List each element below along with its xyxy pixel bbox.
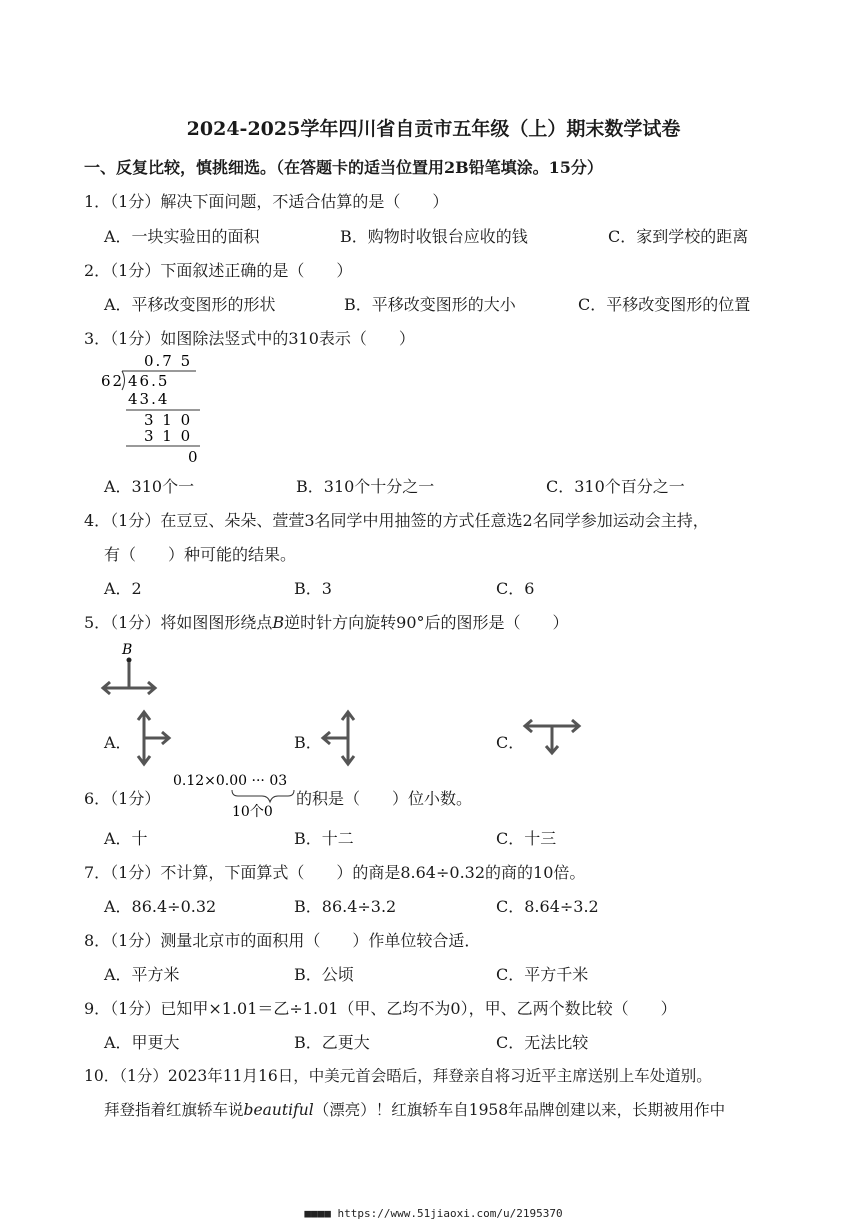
question-3-stem: 3．（1分）如图除法竖式中的310表示（ ） (84, 329, 415, 348)
option-b-arrow-figure-icon (318, 708, 360, 768)
question-9-stem: 9．（1分）已知甲×1.01＝乙÷1.01（甲、乙均不为0），甲、乙两个数比较（ ） (84, 999, 677, 1018)
question-10-line-1: 10．（1分）2023年11月16日，中美元首会晤后，拜登亲自将习近平主席送别上车处道别。 (84, 1067, 712, 1085)
question-7-option-b: B．86.4÷3.2 (294, 897, 397, 916)
division-quotient: 0.7 5 (144, 352, 193, 370)
question-4-stem-line-2: 有（ ）种可能的结果。 (104, 545, 297, 564)
division-remainder-1: 3 1 0 (144, 411, 193, 429)
question-1-stem: 1．（1分）解决下面问题，不适合估算的是（ ） (84, 192, 449, 211)
q6-brace-label: 10个0 (232, 804, 273, 820)
question-6-option-b: B．十二 (294, 829, 354, 848)
question-6-option-a: A．十 (104, 829, 148, 848)
footer-url: ■■■■ https://www.51jiaoxi.com/u/2195370 (304, 1207, 563, 1220)
question-6-number: 6．（1分） (84, 789, 161, 808)
q6-brace-icon (232, 790, 294, 802)
long-division-figure (96, 350, 208, 468)
rotation-figure-icon (98, 640, 162, 700)
section-heading: 一、反复比较，慎挑细选。（在答题卡的适当位置用2B铅笔填涂。15分） (84, 158, 603, 177)
question-3-option-c: C．310个百分之一 (546, 477, 685, 496)
question-8-stem: 8．（1分）测量北京市的面积用（ ）作单位较合适． (84, 931, 481, 950)
question-2-option-c: C．平移改变图形的位置 (578, 295, 751, 314)
division-divisor: 62 (101, 372, 125, 390)
division-dividend: 46.5 (128, 372, 170, 390)
question-8-option-b: B．公顷 (294, 965, 354, 984)
question-6-stem-tail: 的积是（ ）位小数。 (296, 789, 473, 808)
question-2-option-a: A．平移改变图形的形状 (104, 295, 276, 314)
question-4-option-c: C．6 (496, 579, 535, 598)
question-1-option-b: B．购物时收银台应收的钱 (340, 227, 528, 246)
q6-expression: 0.12×0.00 ··· 03 (173, 773, 288, 789)
question-5-option-a: A． (104, 733, 132, 752)
q6-expression-figure (170, 770, 300, 820)
division-remainder-2: 0 (188, 448, 198, 466)
question-8-option-a: A．平方米 (104, 965, 180, 984)
page-title: 2024-2025学年四川省自贡市五年级（上）期末数学试卷 (186, 118, 681, 140)
question-3-option-b: B．310个十分之一 (296, 477, 435, 496)
question-3-option-a: A．310个一 (104, 477, 195, 496)
word-beautiful: beautiful (243, 1101, 314, 1119)
option-c-arrow-figure-icon (522, 712, 582, 758)
question-5-stem: 5．（1分）将如图图形绕点B逆时针方向旋转90°后的图形是（ ） (84, 613, 569, 632)
question-2-option-b: B．平移改变图形的大小 (344, 295, 516, 314)
question-9-option-b: B．乙更大 (294, 1033, 370, 1052)
question-2-stem: 2．（1分）下面叙述正确的是（ ） (84, 261, 353, 280)
question-1-option-c: C．家到学校的距离 (608, 227, 749, 246)
point-b-label: B (272, 613, 285, 632)
question-7-stem: 7．（1分）不计算，下面算式（ ）的商是8.64÷0.32的商的10倍。 (84, 863, 586, 882)
question-9-option-a: A．甲更大 (104, 1033, 180, 1052)
question-6-option-c: C．十三 (496, 829, 557, 848)
question-7-option-c: C．8.64÷3.2 (496, 897, 599, 916)
point-b-marker: B (122, 642, 133, 658)
division-subtract-1: 43.4 (128, 390, 170, 408)
question-5-option-b: B． (294, 733, 322, 752)
question-7-option-a: A．86.4÷0.32 (104, 897, 217, 916)
question-9-option-c: C．无法比较 (496, 1033, 589, 1052)
question-10-line-2: 拜登指着红旗轿车说beautiful（漂亮）！红旗轿车自1958年品牌创建以来，长期被用作中 (104, 1101, 726, 1119)
question-8-option-c: C．平方千米 (496, 965, 589, 984)
question-4-option-a: A．2 (104, 579, 142, 598)
question-4-option-b: B．3 (294, 579, 332, 598)
question-4-stem: 4．（1分）在豆豆、朵朵、萱萱3名同学中用抽签的方式任意选2名同学参加运动会主持， (84, 511, 709, 530)
division-subtract-2: 3 1 0 (144, 427, 193, 445)
question-1-option-a: A．一块实验田的面积 (104, 227, 260, 246)
question-5-option-c: C． (496, 733, 525, 752)
option-a-arrow-figure-icon (132, 708, 174, 768)
